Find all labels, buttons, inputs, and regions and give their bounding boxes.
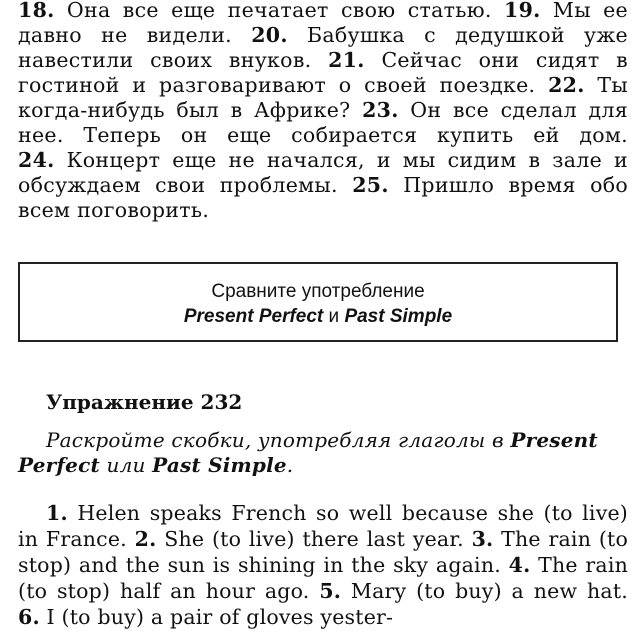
sentence-text: I (to buy) a pair of gloves yester- <box>46 605 394 629</box>
instruction-tense1: Present Perfect <box>18 428 598 477</box>
sentence-text: Ты когда-нибудь был в Африке? <box>18 73 628 122</box>
instruction-end: . <box>286 453 294 477</box>
sentence-number: 6. <box>18 605 40 629</box>
sentence <box>18 605 393 629</box>
sentence-number: 21. <box>328 48 365 72</box>
rule-box-line2 <box>20 306 616 328</box>
sentence-number: 22. <box>548 73 585 97</box>
sentence-number: 20. <box>251 23 288 47</box>
sentence-text: Концерт еще не начался, и мы сидим в зале и обсуждаем свои проблемы. <box>18 148 628 197</box>
sentence-number: 3. <box>471 527 494 551</box>
sentence-text: Mary (to buy) a new hat. <box>350 579 629 603</box>
exercise-title: Упражнение 232 <box>46 390 243 414</box>
instruction-tense2: Past Simple <box>152 453 287 477</box>
sentence-text: Сейчас они сидят в гостиной и разговаривают о своей поездке. <box>18 48 628 97</box>
russian-sentences <box>18 0 628 223</box>
sentence-number: 1. <box>46 501 68 525</box>
sentence-number: 25. <box>352 173 389 197</box>
sentence <box>18 0 492 22</box>
sentence-number: 18. <box>18 0 55 22</box>
instruction-conj: или <box>106 453 146 477</box>
sentence-number: 19. <box>504 0 541 22</box>
sentence-text: Он все сделал для нее. Теперь он еще собирается купить ей дом. <box>18 98 629 147</box>
sentence <box>319 579 628 603</box>
sentence-number: 23. <box>362 98 399 122</box>
sentence <box>135 527 464 551</box>
rule-box <box>18 262 618 342</box>
exercise-instruction <box>18 428 626 478</box>
instruction-text: Раскройте скобки, употребляя глаголы в <box>46 428 504 452</box>
sentence-text: Helen speaks French so well because she (to live) in France. <box>18 501 629 551</box>
sentence-text: Пришло время обо всем поговорить. <box>18 173 628 222</box>
sentence-text: The rain (to stop) half an hour ago. <box>18 553 628 603</box>
sentence-text: Бабушка с дедушкой уже навестили своих внуков. <box>18 23 628 72</box>
sentence-number: 5. <box>319 579 342 603</box>
sentence-text: The rain (to stop) and the sun is shining in the sky again. <box>18 527 629 577</box>
rule-conj: и <box>328 306 340 327</box>
sentence-text: Мы ее давно не видели. <box>18 0 628 47</box>
rule-box-line1: Сравните употребление <box>211 281 425 302</box>
sentence-number: 2. <box>134 527 157 551</box>
sentence-text: Она все еще печатает свою статью. <box>66 0 492 22</box>
rule-tense1: Present Perfect <box>183 306 324 327</box>
rule-tense2: Past Simple <box>344 306 453 327</box>
exercise-items <box>18 500 628 630</box>
sentence-number: 24. <box>18 148 55 172</box>
sentence-text: She (to live) there last year. <box>164 527 464 551</box>
sentence-number: 4. <box>508 553 531 577</box>
